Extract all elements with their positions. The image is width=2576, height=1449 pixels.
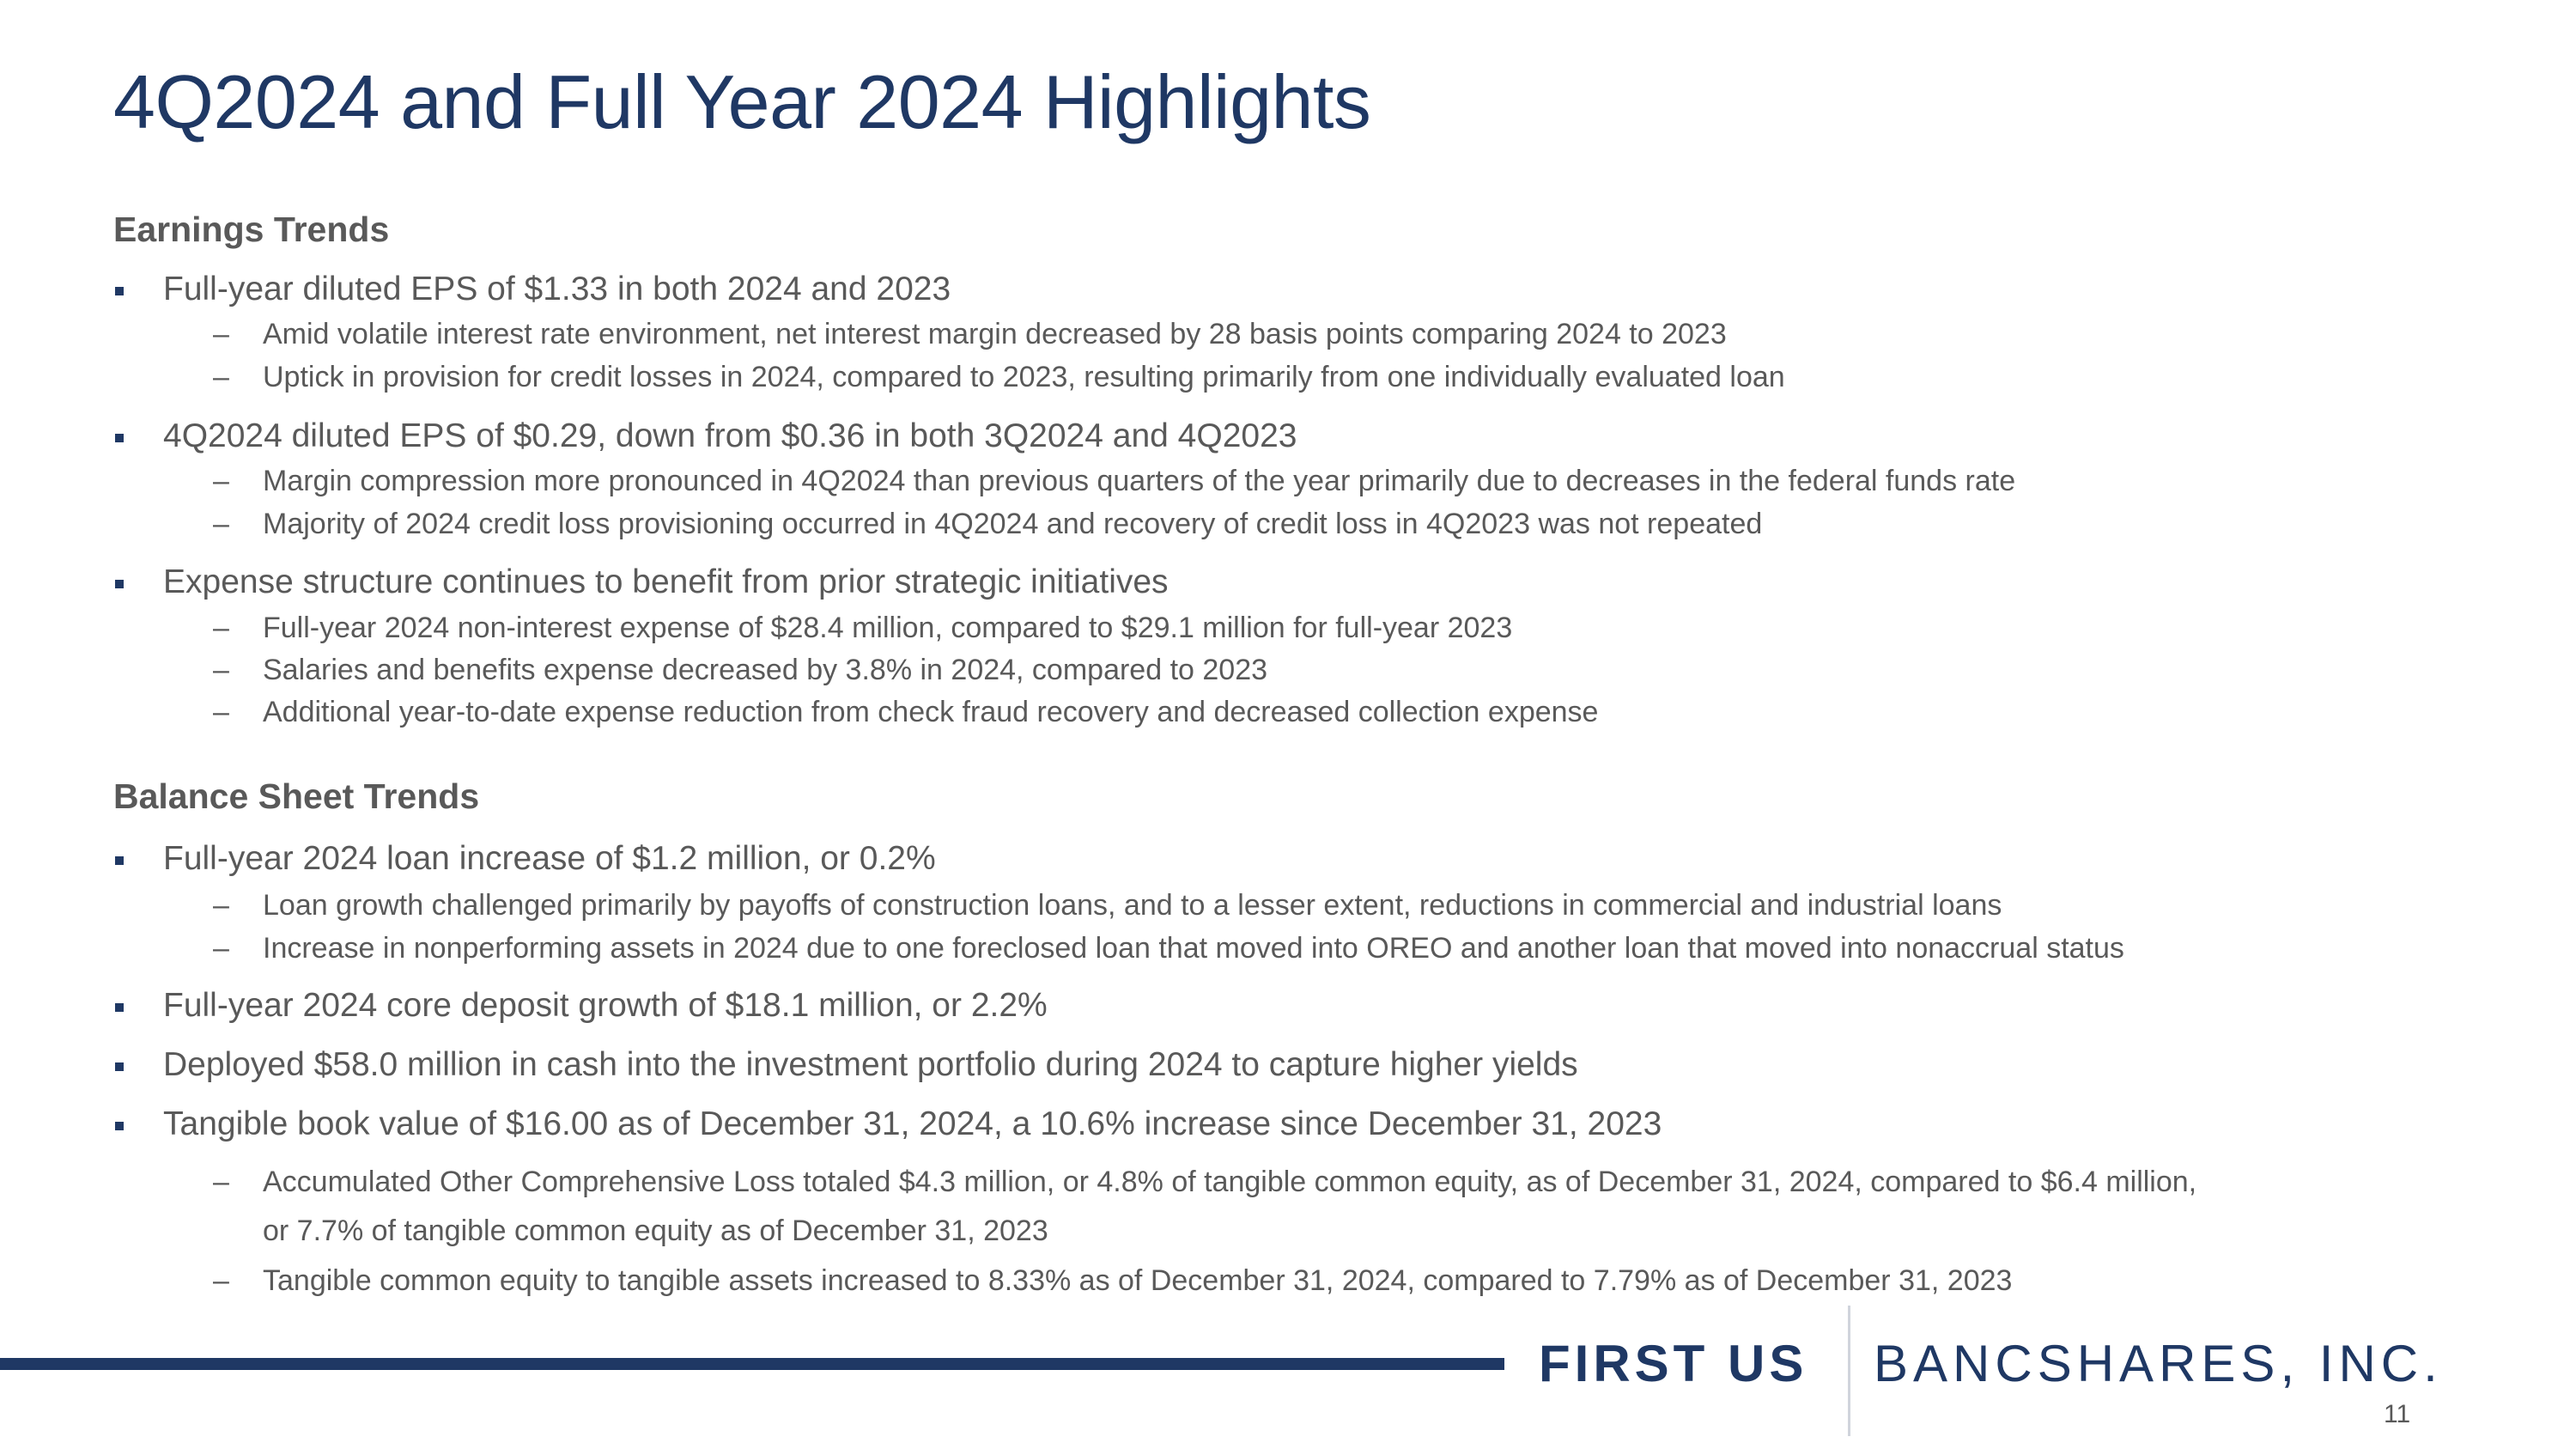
square-bullet-icon (115, 856, 124, 865)
square-bullet-icon (115, 1122, 124, 1130)
sub-bullet-text: Full-year 2024 non-interest expense of $28.4 million, compared to $29.1 million for full-year 2023 (263, 612, 1513, 644)
dash-bullet-icon: – (213, 696, 229, 728)
bullet-text: Full-year 2024 loan increase of $1.2 million, or 0.2% (163, 840, 936, 877)
square-bullet-icon (115, 1003, 124, 1012)
bullet-text: Expense structure continues to benefit from prior strategic initiatives (163, 563, 1169, 600)
dash-bullet-icon: – (213, 654, 229, 686)
sub-bullet-text: Loan growth challenged primarily by payoffs of construction loans, and to a lesser extent, reductions in commercial and industrial loans (263, 889, 2002, 922)
sub-bullet-text: Accumulated Other Comprehensive Loss totaled $4.3 million, or 4.8% of tangible common equity, as of December 31, 2024, compared to $6.4 million, (263, 1166, 2197, 1198)
dash-bullet-icon: – (213, 318, 229, 350)
sub-bullet-text: Uptick in provision for credit losses in 2024, compared to 2023, resulting primarily from one individually evaluated loan (263, 361, 1785, 393)
dash-bullet-icon: – (213, 612, 229, 644)
sub-bullet-text: Amid volatile interest rate environment, net interest margin decreased by 28 basis points comparing 2024 to 2023 (263, 318, 1727, 350)
square-bullet-icon (115, 287, 124, 295)
sub-bullet-text: Additional year-to-date expense reduction from check fraud recovery and decreased collection expense (263, 696, 1599, 728)
section-heading-balance-sheet-trends: Balance Sheet Trends (113, 776, 480, 816)
sub-bullet-text: Tangible common equity to tangible assets increased to 8.33% as of December 31, 2024, compared to 7.79% as of December 31, 2023 (263, 1264, 2013, 1297)
sub-bullet-text: Majority of 2024 credit loss provisioning occurred in 4Q2024 and recovery of credit loss in 4Q2023 was not repeated (263, 508, 1763, 540)
bullet-text: Full-year 2024 core deposit growth of $18.1 million, or 2.2% (163, 987, 1048, 1024)
square-bullet-icon (115, 580, 124, 588)
sub-bullet-text: Salaries and benefits expense decreased by 3.8% in 2024, compared to 2023 (263, 654, 1268, 686)
company-logo-bancshares: BANCSHARES, INC. (1874, 1335, 2443, 1392)
dash-bullet-icon: – (213, 465, 229, 497)
page-number: 11 (2384, 1400, 2411, 1428)
dash-bullet-icon: – (213, 508, 229, 540)
bullet-text: Deployed $58.0 million in cash into the investment portfolio during 2024 to capture higher yields (163, 1046, 1578, 1083)
dash-bullet-icon: – (213, 1166, 229, 1198)
logo-divider (1848, 1306, 1850, 1436)
sub-bullet-continuation: or 7.7% of tangible common equity as of December 31, 2023 (263, 1215, 1048, 1247)
bullet-text: Full-year diluted EPS of $1.33 in both 2024 and 2023 (163, 271, 951, 307)
bullet-text: 4Q2024 diluted EPS of $0.29, down from $0.36 in both 3Q2024 and 4Q2023 (163, 417, 1297, 454)
square-bullet-icon (115, 1062, 124, 1071)
dash-bullet-icon: – (213, 889, 229, 922)
dash-bullet-icon: – (213, 1264, 229, 1297)
section-heading-earnings-trends: Earnings Trends (113, 210, 390, 249)
bullet-text: Tangible book value of $16.00 as of December 31, 2024, a 10.6% increase since December 31, 2023 (163, 1105, 1662, 1142)
dash-bullet-icon: – (213, 932, 229, 965)
company-logo-first-us: FIRST US (1539, 1335, 1808, 1392)
dash-bullet-icon: – (213, 361, 229, 393)
footer-rule (0, 1358, 1504, 1370)
square-bullet-icon (115, 434, 124, 442)
sub-bullet-text: Increase in nonperforming assets in 2024 due to one foreclosed loan that moved into OREO and another loan that moved into nonaccrual status (263, 932, 2124, 965)
slide-title: 4Q2024 and Full Year 2024 Highlights (113, 59, 1371, 144)
sub-bullet-text: Margin compression more pronounced in 4Q2024 than previous quarters of the year primarily due to decreases in the federal funds rate (263, 465, 2016, 497)
